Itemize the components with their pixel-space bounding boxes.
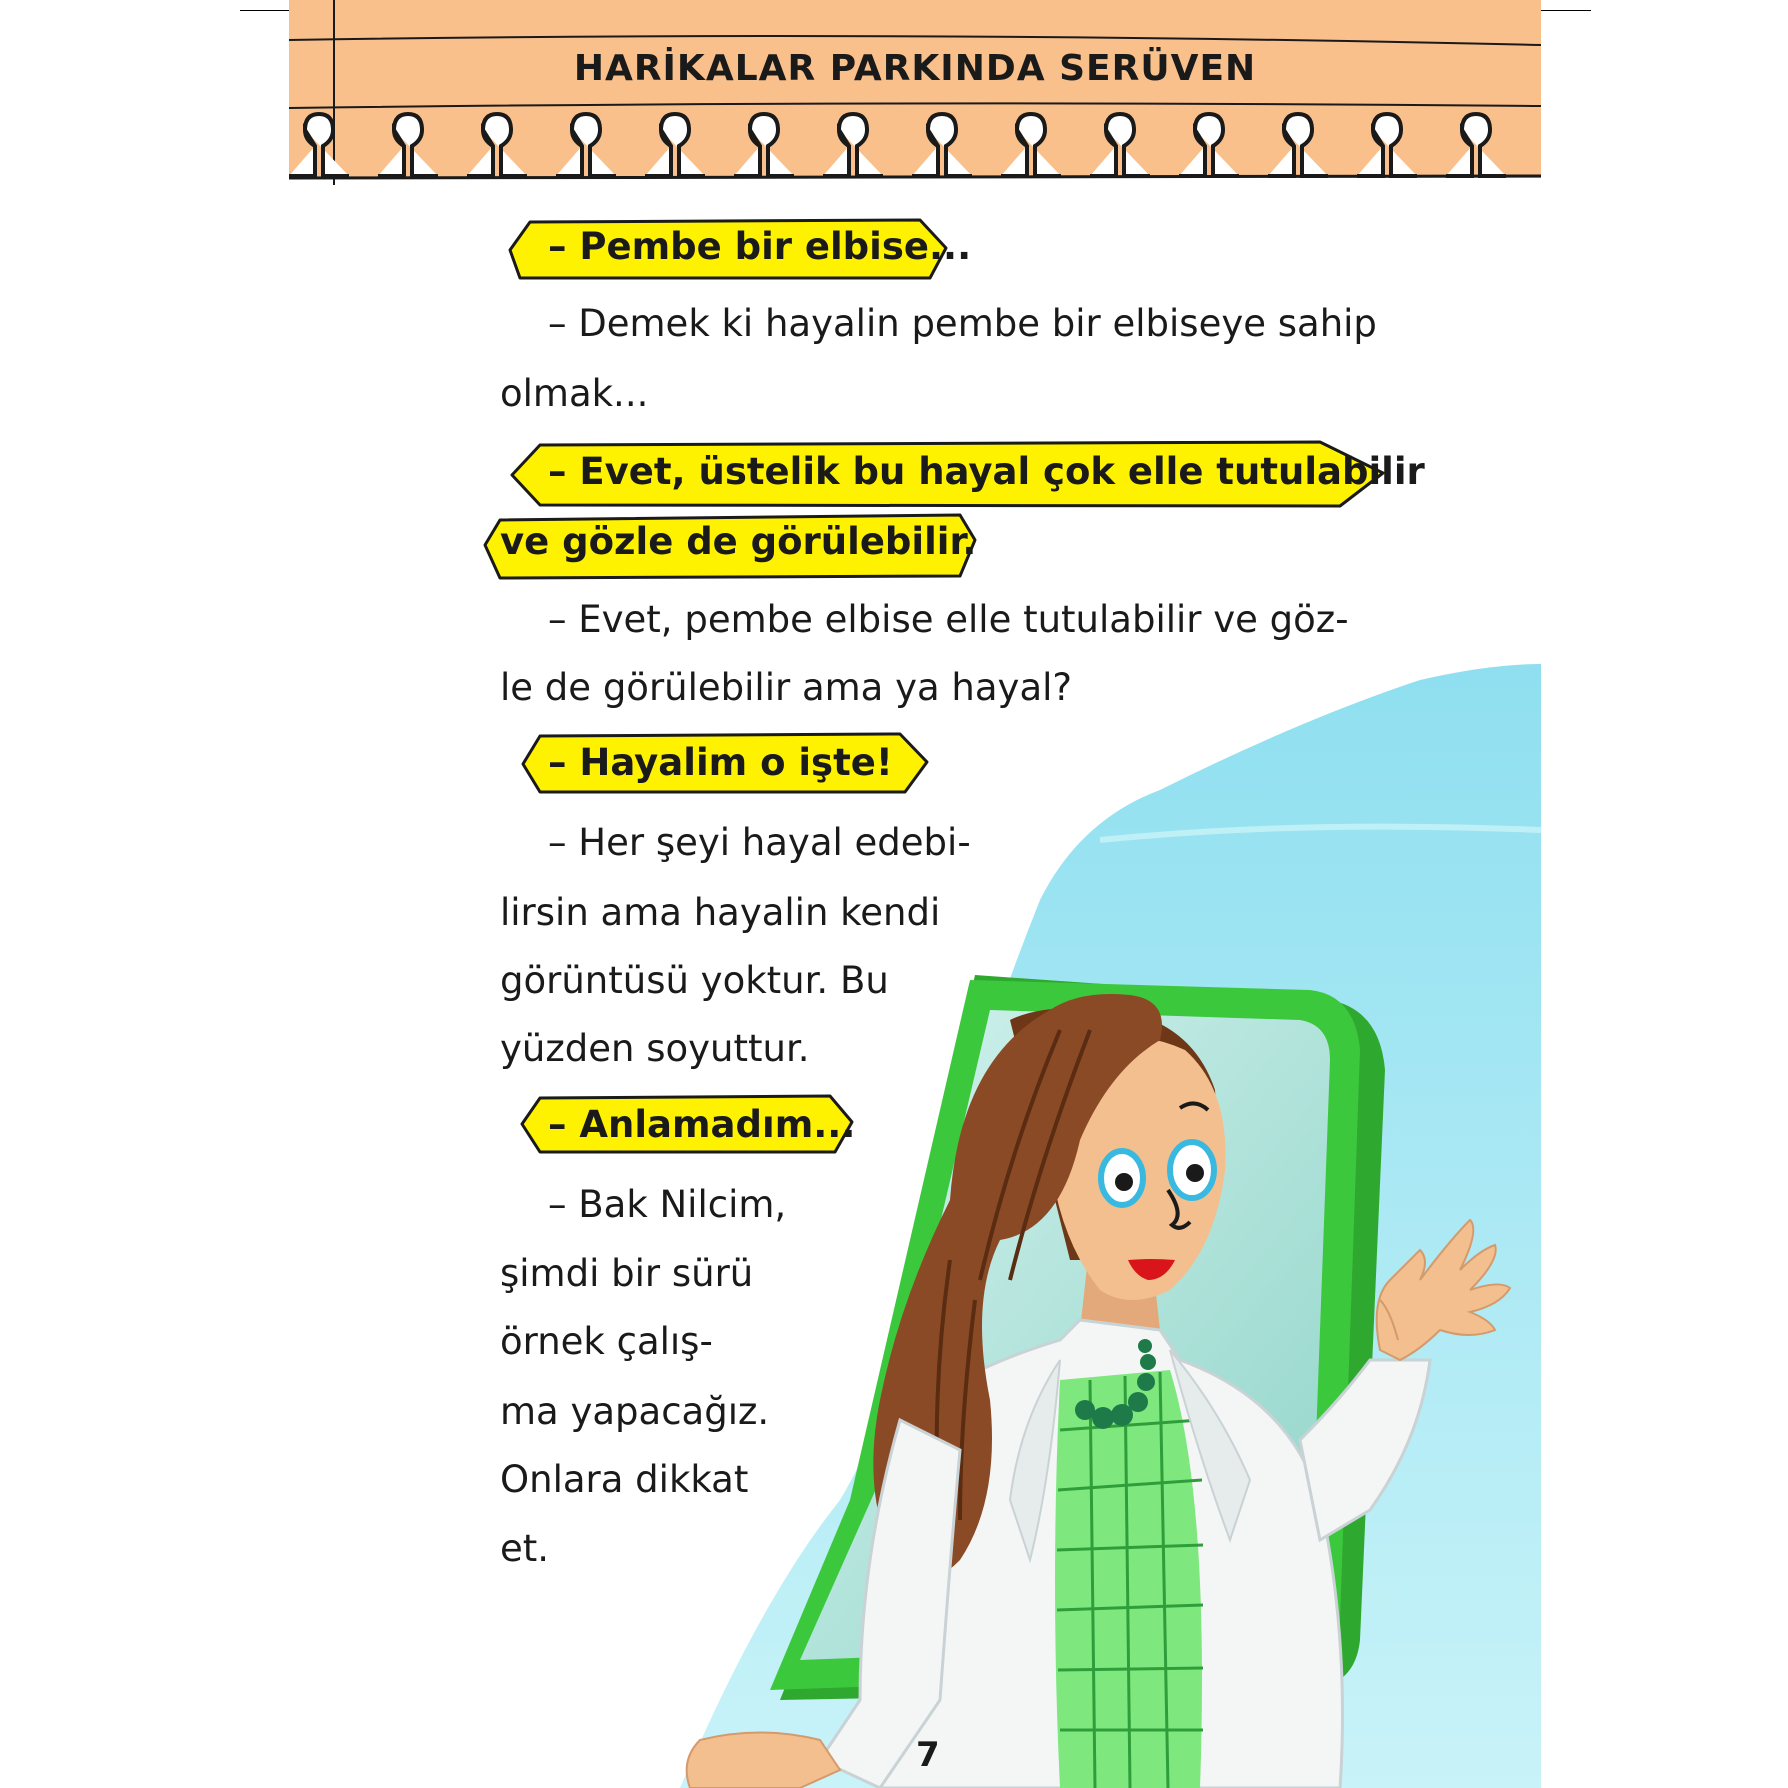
dialogue-line: le de görülebilir ama ya hayal? xyxy=(500,666,1073,709)
dialogue-line: – Her şeyi hayal edebi- xyxy=(548,821,971,864)
dialogue-line: ma yapacağız. xyxy=(500,1390,770,1433)
dialogue-line: olmak... xyxy=(500,372,649,415)
dialogue-line: – Evet, pembe elbise elle tutulabilir ve göz- xyxy=(548,598,1349,641)
dialogue-line: – Hayalim o işte! xyxy=(548,741,893,784)
dialogue-line: – Anlamadım... xyxy=(548,1103,856,1146)
dialogue-line: örnek çalış- xyxy=(500,1320,713,1363)
page-number: 7 xyxy=(916,1735,940,1775)
dialogue-line: et. xyxy=(500,1527,550,1570)
dialogue-line: – Pembe bir elbise... xyxy=(548,225,972,268)
dialogue-line: – Demek ki hayalin pembe bir elbiseye sahip xyxy=(548,302,1377,345)
dialogue-line: – Bak Nilcim, xyxy=(548,1183,787,1226)
dialogue-line: – Evet, üstelik bu hayal çok elle tutulabilir xyxy=(548,450,1425,493)
dialogue-line: yüzden soyuttur. xyxy=(500,1027,810,1070)
dialogue-line: şimdi bir sürü xyxy=(500,1252,754,1295)
dialogue-line: görüntüsü yoktur. Bu xyxy=(500,959,889,1002)
dialogue-line: lirsin ama hayalin kendi xyxy=(500,891,941,934)
dialogue-line: Onlara dikkat xyxy=(500,1458,749,1501)
page-title: HARİKALAR PARKINDA SERÜVEN xyxy=(573,48,1257,89)
dialogue-line: ve gözle de görülebilir. xyxy=(500,520,977,563)
